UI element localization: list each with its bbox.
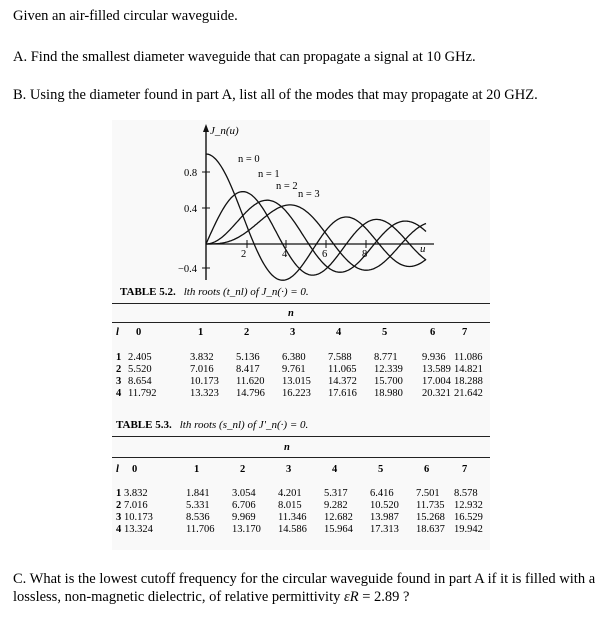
table52-cell: 20.321	[422, 388, 451, 399]
table52-cell: 6.380	[282, 352, 306, 363]
table52-cell: 11.086	[454, 352, 483, 363]
table53-cell: 9.282	[324, 500, 348, 511]
table53-cell: 5.317	[324, 488, 348, 499]
table52-n-symbol: n	[288, 308, 294, 319]
table53-row-index: 3	[116, 512, 122, 523]
table52-cell: 18.288	[454, 376, 483, 387]
table53-column-header: 7	[462, 464, 468, 475]
curve-label-n1: n = 1	[258, 169, 280, 180]
table53-cell: 3.054	[232, 488, 256, 499]
table53-cell: 12.932	[454, 500, 483, 511]
table52-cell: 9.761	[282, 364, 306, 375]
table53-caption	[116, 419, 308, 431]
table53-cell: 10.520	[370, 500, 399, 511]
curve-label-n3: n = 3	[298, 189, 320, 200]
y-axis-arrow	[203, 124, 209, 132]
curve-label-n2: n = 2	[276, 181, 298, 192]
table53-cell: 7.016	[124, 500, 148, 511]
table52-caption-text: lth roots (t_nl) of J_n(·) = 0.	[183, 286, 309, 298]
question-part-b: B. Using the diameter found in part A, list all of the modes that may propagate at 20 GHZ.	[13, 87, 538, 103]
table52-caption	[120, 286, 309, 298]
xtick-label-8: 8	[362, 249, 368, 260]
table53-column-header: 1	[194, 464, 200, 475]
x-axis-label: u	[420, 243, 426, 255]
table53-cell: 13.987	[370, 512, 399, 523]
table52-cell: 13.589	[422, 364, 451, 375]
table52-cell: 8.417	[236, 364, 260, 375]
table52-cell: 21.642	[454, 388, 483, 399]
table53-cell: 1.841	[186, 488, 210, 499]
xtick-label-6: 6	[322, 249, 328, 260]
table52-cell: 13.015	[282, 376, 311, 387]
table53-cell: 8.015	[278, 500, 302, 511]
question-c-text: C. What is the lowest cutoff frequency for the circular waveguide found in part A if it is filled with a lossless, non-magnetic dielectric, of relative permittivity	[13, 571, 596, 605]
table52-column-header: 5	[382, 327, 388, 338]
table53-mid-rule	[112, 457, 490, 458]
ytick-label-0.8: 0.8	[184, 168, 198, 179]
table53-cell: 3.832	[124, 488, 148, 499]
xtick-label-2: 2	[241, 249, 247, 260]
table53-n-symbol: n	[284, 442, 290, 453]
permittivity-symbol: εR	[344, 589, 359, 605]
table52-cell: 14.821	[454, 364, 483, 375]
xtick-label-4: 4	[282, 249, 288, 260]
table53-cell: 15.268	[416, 512, 445, 523]
table52-cell: 11.620	[236, 376, 265, 387]
table52-label: TABLE 5.2.	[120, 286, 176, 298]
scanned-reference-figure	[112, 120, 490, 550]
curve-label-n0: n = 0	[238, 154, 260, 165]
table52-cell: 17.616	[328, 388, 357, 399]
table53-cell: 17.313	[370, 524, 399, 535]
table53-column-header: 6	[424, 464, 430, 475]
table53-cell: 13.324	[124, 524, 153, 535]
question-part-c	[13, 570, 603, 606]
table52-l-header: l	[116, 327, 119, 338]
table52-cell: 15.700	[374, 376, 403, 387]
table52-mid-rule	[112, 322, 490, 323]
table53-cell: 15.964	[324, 524, 353, 535]
bessel-curve-n3	[206, 205, 426, 270]
table53-column-header: 3	[286, 464, 292, 475]
table53-row-index: 4	[116, 524, 122, 535]
table53-cell: 11.735	[416, 500, 445, 511]
table52-cell: 5.136	[236, 352, 260, 363]
table53-cell: 7.501	[416, 488, 440, 499]
table52-column-header: 2	[244, 327, 250, 338]
table52-column-header: 1	[198, 327, 204, 338]
table52-cell: 3.832	[190, 352, 214, 363]
table52-row-index: 3	[116, 376, 122, 387]
table53-cell: 5.331	[186, 500, 210, 511]
table52-row-index: 2	[116, 364, 122, 375]
table53-cell: 6.706	[232, 500, 256, 511]
table52-top-rule	[112, 303, 490, 304]
bessel-curve-n0	[206, 154, 426, 280]
table52-cell: 8.654	[128, 376, 152, 387]
table52-column-header: 6	[430, 327, 436, 338]
table53-cell: 16.529	[454, 512, 483, 523]
table53-caption-text: lth roots (s_nl) of J'_n(·) = 0.	[179, 419, 309, 431]
ytick-label-neg0.4: −0.4	[178, 264, 198, 275]
table52-column-header: 7	[462, 327, 468, 338]
table53-l-header: l	[116, 464, 119, 475]
ytick-label-0.4: 0.4	[184, 204, 198, 215]
question-intro: Given an air-filled circular waveguide.	[13, 8, 238, 24]
table53-row-index: 2	[116, 500, 122, 511]
y-axis-label: J_n(u)	[210, 125, 239, 137]
table52-cell: 2.405	[128, 352, 152, 363]
table52-column-header: 0	[136, 327, 142, 338]
table53-top-rule	[112, 436, 490, 437]
table52-cell: 7.016	[190, 364, 214, 375]
table53-cell: 9.969	[232, 512, 256, 523]
table52-cell: 7.588	[328, 352, 352, 363]
table52-cell: 18.980	[374, 388, 403, 399]
question-c-value: = 2.89 ?	[358, 589, 410, 605]
bessel-function-plot	[112, 120, 490, 300]
table53-cell: 12.682	[324, 512, 353, 523]
table52-cell: 10.173	[190, 376, 219, 387]
table52-column-header: 4	[336, 327, 342, 338]
table53-column-header: 5	[378, 464, 384, 475]
table53-cell: 18.637	[416, 524, 445, 535]
table52-cell: 14.372	[328, 376, 357, 387]
table53-cell: 6.416	[370, 488, 394, 499]
table52-cell: 12.339	[374, 364, 403, 375]
table53-cell: 4.201	[278, 488, 302, 499]
table52-cell: 5.520	[128, 364, 152, 375]
table53-cell: 13.170	[232, 524, 261, 535]
table53-column-header: 0	[132, 464, 138, 475]
table52-cell: 9.936	[422, 352, 446, 363]
table52-row-index: 1	[116, 352, 122, 363]
table52-cell: 14.796	[236, 388, 265, 399]
table53-cell: 8.578	[454, 488, 478, 499]
table53-cell: 8.536	[186, 512, 210, 523]
table53-cell: 19.942	[454, 524, 483, 535]
table53-column-header: 2	[240, 464, 246, 475]
table52-cell: 16.223	[282, 388, 311, 399]
table52-cell: 17.004	[422, 376, 451, 387]
table52-cell: 11.792	[128, 388, 157, 399]
table53-column-header: 4	[332, 464, 338, 475]
table52-cell: 11.065	[328, 364, 357, 375]
table53-cell: 11.706	[186, 524, 215, 535]
table53-cell: 10.173	[124, 512, 153, 523]
table52-cell: 8.771	[374, 352, 398, 363]
table53-label: TABLE 5.3.	[116, 419, 172, 431]
question-part-a: A. Find the smallest diameter waveguide that can propagate a signal at 10 GHz.	[13, 49, 476, 65]
table53-cell: 11.346	[278, 512, 307, 523]
table52-column-header: 3	[290, 327, 296, 338]
table53-row-index: 1	[116, 488, 122, 499]
table53-cell: 14.586	[278, 524, 307, 535]
table52-cell: 13.323	[190, 388, 219, 399]
table52-row-index: 4	[116, 388, 122, 399]
